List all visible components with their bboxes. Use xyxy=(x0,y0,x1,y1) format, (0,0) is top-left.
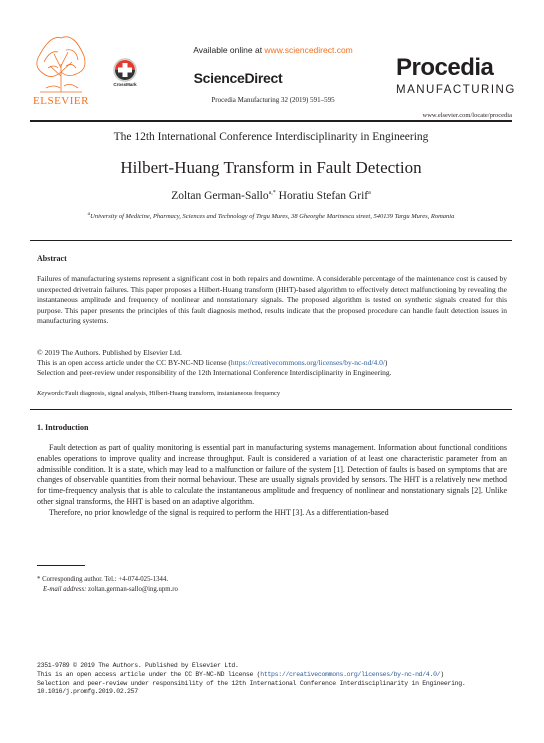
section-heading-introduction: 1. Introduction xyxy=(37,423,89,432)
email-line: E-mail address: zoltan.german-sallo@ing.upm.ro xyxy=(43,586,178,593)
journal-url[interactable]: www.elsevier.com/locate/procedia xyxy=(422,112,512,119)
footer-peer-review-line: Selection and peer-review under responsibility of the 12th International Conference Interdisciplinarity in Engineering. xyxy=(37,679,466,687)
corresponding-star[interactable]: * xyxy=(272,190,276,197)
keywords-text: Fault diagnosis, signal analysis, Hilbert-Huang transform, instantaneous frequency xyxy=(64,390,281,397)
paper-title: Hilbert-Huang Transform in Fault Detection xyxy=(120,158,422,177)
journal-name-manufacturing: MANUFACTURING xyxy=(396,84,516,96)
footnote xyxy=(37,575,507,595)
journal-name-procedia: Procedia xyxy=(396,54,494,81)
affiliation: $^a$University of Medicine, Pharmacy, Sciences and Technology of Tirgu Mures, 38 Gheorghe Marinescu street, 540139 Targu Mures, Romania xyxy=(87,212,455,221)
introduction-paragraph-1: Fault detection as part of quality monitoring is essential part in manufacturing systems management. Information about functional conditions enables operations to improve quality and increase throughput. Fault is considered a variation of at least one characteristic parameter from an admissible condition. It is a state, which may lead to a malfunction or failure of the system [1]. Detection of faults is based on symptoms that are changes of observable quantities from their normal behaviour. These are usually signals provided by sensors. The HHT is a relatively new method for time-frequency analysis that is able to calculate the instantaneous amplitude and frequency of nonlinear and nonstationary signals [2]. Unlike other signal transforms, the HHT is based on an adaptive algorithm. xyxy=(37,443,507,506)
abstract-text: Failures of manufacturing systems represent a significant cost in both repairs and downtime. A considerable percentage of the maintenance cost is caused by unexpected drivetrain failures. This paper proposes a Hilbert-Huang transform (HHT)-based algorithm to effectively detect malfunctioning by revealing the instantaneous amplitude and frequency of nonlinear and nonstationary signals. The proposed algorithm is tested on synthetic signals created for this purpose. This paper presents the principles of this fault diagnosis method, results indicate that the proposed procedure can handle fault detection issues in manufacturing systems. xyxy=(37,274,507,325)
introduction-body xyxy=(37,443,507,519)
license-line: This is an open access article under the CC BY-NC-ND license (https://creativecommons.org/licenses/by-nc-nd/4.0/) xyxy=(37,358,388,367)
abstract-heading: Abstract xyxy=(37,254,67,263)
crossmark-label: CrossMark xyxy=(113,82,137,87)
author-1-marks: a,* xyxy=(268,190,276,197)
author-list xyxy=(30,190,512,202)
conference-name: The 12th International Conference Interdisciplinarity in Engineering xyxy=(113,131,429,143)
introduction-paragraph-2: Therefore, no prior knowledge of the signal is required to perform the HHT [3]. As a differentiation-based xyxy=(49,507,389,517)
author-2-marks: a xyxy=(368,190,371,197)
available-online-line xyxy=(128,45,418,55)
author-2: Horatiu Stefan Grif xyxy=(278,190,369,202)
sciencedirect-link[interactable]: www.sciencedirect.com xyxy=(264,45,353,55)
journal-reference: Procedia Manufacturing 32 (2019) 591–595 xyxy=(211,96,335,104)
affiliation-text: University of Medicine, Pharmacy, Sciences and Technology of Tirgu Mures, 38 Gheorghe Marinescu street, 540139 Targu Mures, Romania xyxy=(90,213,455,221)
platform-name: ScienceDirect xyxy=(193,70,283,86)
front-matter-footer xyxy=(37,662,507,697)
header-divider xyxy=(30,120,512,122)
peer-review-line: Selection and peer-review under responsibility of the 12th International Conference Interdisciplinarity in Engineering. xyxy=(37,368,392,377)
available-prefix: Available online at xyxy=(193,45,265,55)
author-1: Zoltan German-Sallo xyxy=(171,190,269,202)
email-address[interactable]: zoltan.german-sallo@ing.upm.ro xyxy=(86,586,178,593)
publisher-name: ELSEVIER xyxy=(33,95,89,107)
doi-line[interactable]: 10.1016/j.promfg.2019.02.257 xyxy=(37,688,138,696)
copyright-line: © 2019 The Authors. Published by Elsevier Ltd. xyxy=(37,348,182,357)
abstract-divider xyxy=(30,409,512,410)
corresponding-author: * Corresponding author. Tel.: +4-074-025-1344. xyxy=(37,576,169,583)
footer-license-line: This is an open access article under the CC BY-NC-ND license (https://creativecommons.org/licenses/by-nc-nd/4.0/) xyxy=(37,670,444,678)
copyright-block xyxy=(37,348,507,378)
keywords-label: Keywords: xyxy=(37,390,65,397)
footer-license-link[interactable]: https://creativecommons.org/licenses/by-nc-nd/4.0/ xyxy=(260,670,441,678)
issn-line: 2351-9789 © 2019 The Authors. Published by Elsevier Ltd. xyxy=(37,662,239,669)
keywords-line xyxy=(37,390,507,397)
footnote-divider xyxy=(37,565,85,566)
license-link[interactable]: https://creativecommons.org/licenses/by-nc-nd/4.0/ xyxy=(230,358,385,367)
title-divider xyxy=(30,240,512,241)
